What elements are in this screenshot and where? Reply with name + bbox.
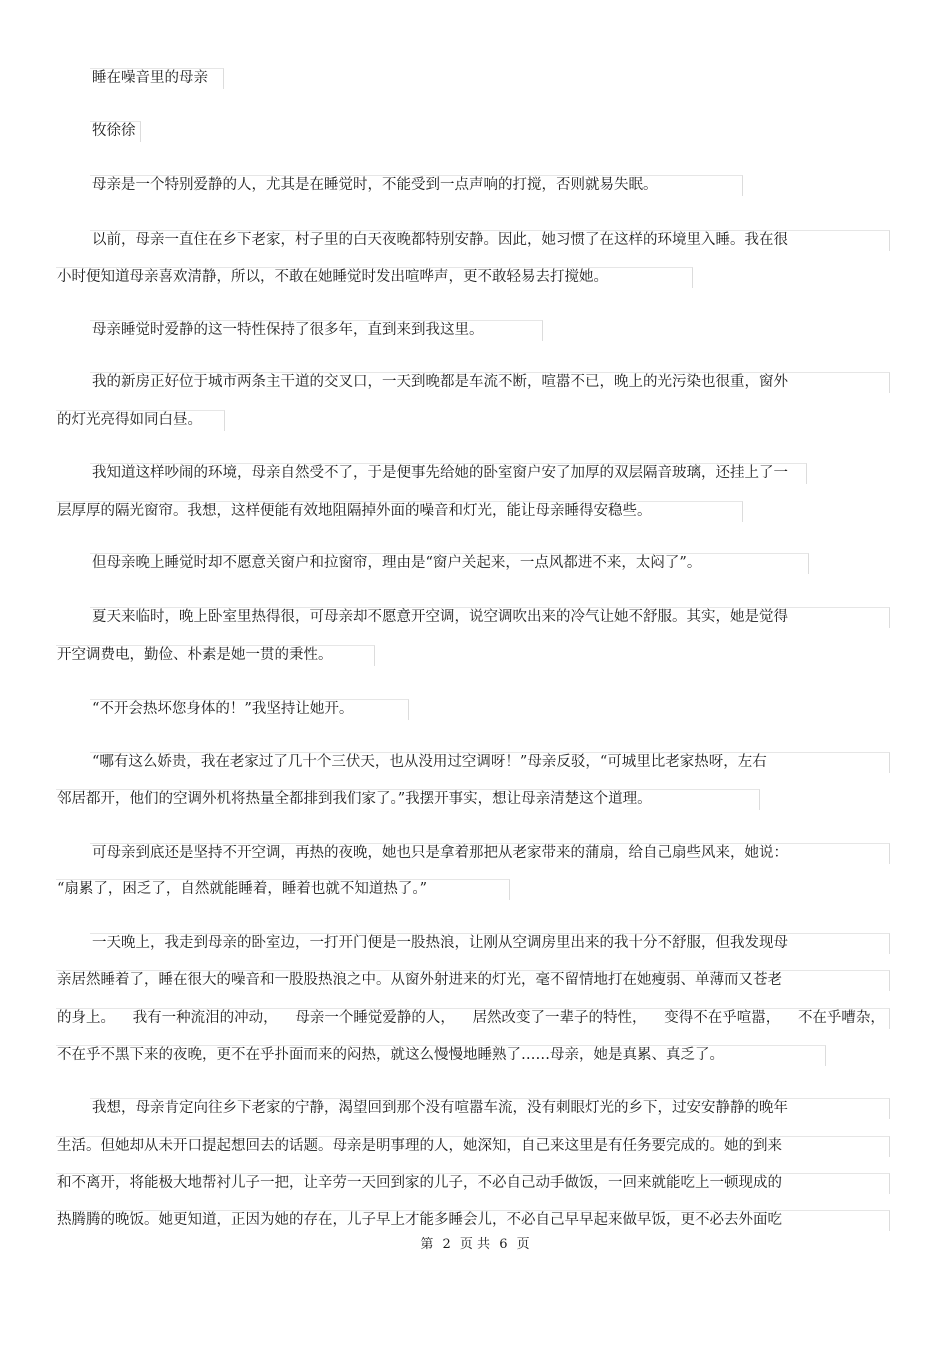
text-line: 母亲是一个特别爱静的人，尤其是在睡觉时，不能受到一点声响的打搅，否则就易失眠。 — [92, 177, 658, 193]
text-line: 的灯光亮得如同白昼。 — [57, 412, 202, 428]
text-line: “扇累了，困乏了，自然就能睡着，睡着也就不知道热了。” — [57, 881, 428, 897]
text-line: 我想，母亲肯定向往乡下老家的宁静，渴望回到那个没有喧嚣车流，没有刺眼灯光的乡下，过安安静静的晚年 — [92, 1100, 788, 1116]
text-line: 可母亲到底还是坚持不开空调，再热的夜晚，她也只是拿着那把从老家带来的蒲扇，给自己扇些风来，她说： — [92, 845, 788, 861]
page-number: 2 — [442, 1237, 451, 1252]
footer-prefix: 第 — [420, 1237, 434, 1252]
text-line: 热腾腾的晚饭。她更知道，正因为她的存在，儿子早上才能多睡会儿，不必自己早早起来做早饭，更不必去外面吃 — [57, 1212, 782, 1228]
text-segment: 居然改变了一辈子的特性， — [472, 1010, 647, 1026]
text-line: 但母亲晚上睡觉时却不愿意关窗户和拉窗帘，理由是“窗户关起来，一点风都进不来，太闷了”。 — [92, 555, 702, 571]
author-name: 牧徐徐 — [92, 123, 136, 139]
text-segment: 不在乎嘈杂， — [797, 1010, 885, 1026]
page-total: 6 — [499, 1237, 508, 1252]
document-title: 睡在噪音里的母亲 — [92, 70, 208, 86]
text-line: 生活。但她却从未开口提起想回去的话题。母亲是明事理的人，她深知，自己来这里是有任务要完成的。她的到来 — [57, 1138, 782, 1154]
text-line: 亲居然睡着了，睡在很大的噪音和一股股热浪之中。从窗外射进来的灯光，毫不留情地打在她瘦弱、单薄而又苍老 — [57, 972, 782, 988]
text-segment: 母亲一个睡觉爱静的人， — [295, 1010, 455, 1026]
text-line: 和不离开，将能极大地帮衬儿子一把，让辛劳一天回到家的儿子，不必自己动手做饭，一回来就能吃上一顿现成的 — [57, 1175, 782, 1191]
text-line: 开空调费电，勤俭、朴素是她一贯的秉性。 — [57, 647, 333, 663]
text-line: 我知道这样吵闹的环境，母亲自然受不了，于是便事先给她的卧室窗户安了加厚的双层隔音玻璃，还挂上了一 — [92, 465, 788, 481]
page-footer — [0, 1236, 950, 1254]
footer-suffix: 页 — [516, 1237, 530, 1252]
text-line — [57, 1008, 885, 1028]
text-line: 夏天来临时，晚上卧室里热得很，可母亲却不愿意开空调，说空调吹出来的冷气让她不舒服。其实，她是觉得 — [92, 609, 788, 625]
text-line: 邻居都开，他们的空调外机将热量全都排到我们家了。”我摆开事实，想让母亲清楚这个道理。 — [57, 791, 652, 807]
text-line: 一天晚上，我走到母亲的卧室边，一打开门便是一股热浪，让刚从空调房里出来的我十分不舒服，但我发现母 — [92, 935, 788, 951]
text-segment: 我有一种流泪的冲动， — [132, 1010, 278, 1026]
text-line: 我的新房正好位于城市两条主干道的交叉口，一天到晚都是车流不断，喧嚣不已，晚上的光污染也很重，窗外 — [92, 374, 788, 390]
text-segment: 的身上。 — [57, 1010, 115, 1026]
text-line: 以前，母亲一直住在乡下老家，村子里的白天夜晚都特别安静。因此，她习惯了在这样的环境里入睡。我在很 — [92, 232, 788, 248]
text-line: 母亲睡觉时爱静的这一特性保持了很多年，直到来到我这里。 — [92, 322, 484, 338]
text-line: 层厚厚的隔光窗帘。我想，这样便能有效地阻隔掉外面的噪音和灯光，能让母亲睡得安稳些。 — [57, 503, 652, 519]
footer-mid: 页 共 — [459, 1237, 491, 1252]
text-line: “不开会热坏您身体的！”我坚持让她开。 — [92, 701, 354, 717]
text-line: “哪有这么娇贵，我在老家过了几十个三伏天，也从没用过空调呀！”母亲反驳，“可城里比老家热呀，左右 — [92, 754, 767, 770]
text-segment: 变得不在乎喧嚣， — [664, 1010, 781, 1026]
text-line: 小时便知道母亲喜欢清静，所以，不敢在她睡觉时发出喧哗声，更不敢轻易去打搅她。 — [57, 269, 608, 285]
text-line: 不在乎不黑下来的夜晚，更不在乎扑面而来的闷热，就这么慢慢地睡熟了……母亲，她是真累、真乏了。 — [57, 1047, 724, 1063]
